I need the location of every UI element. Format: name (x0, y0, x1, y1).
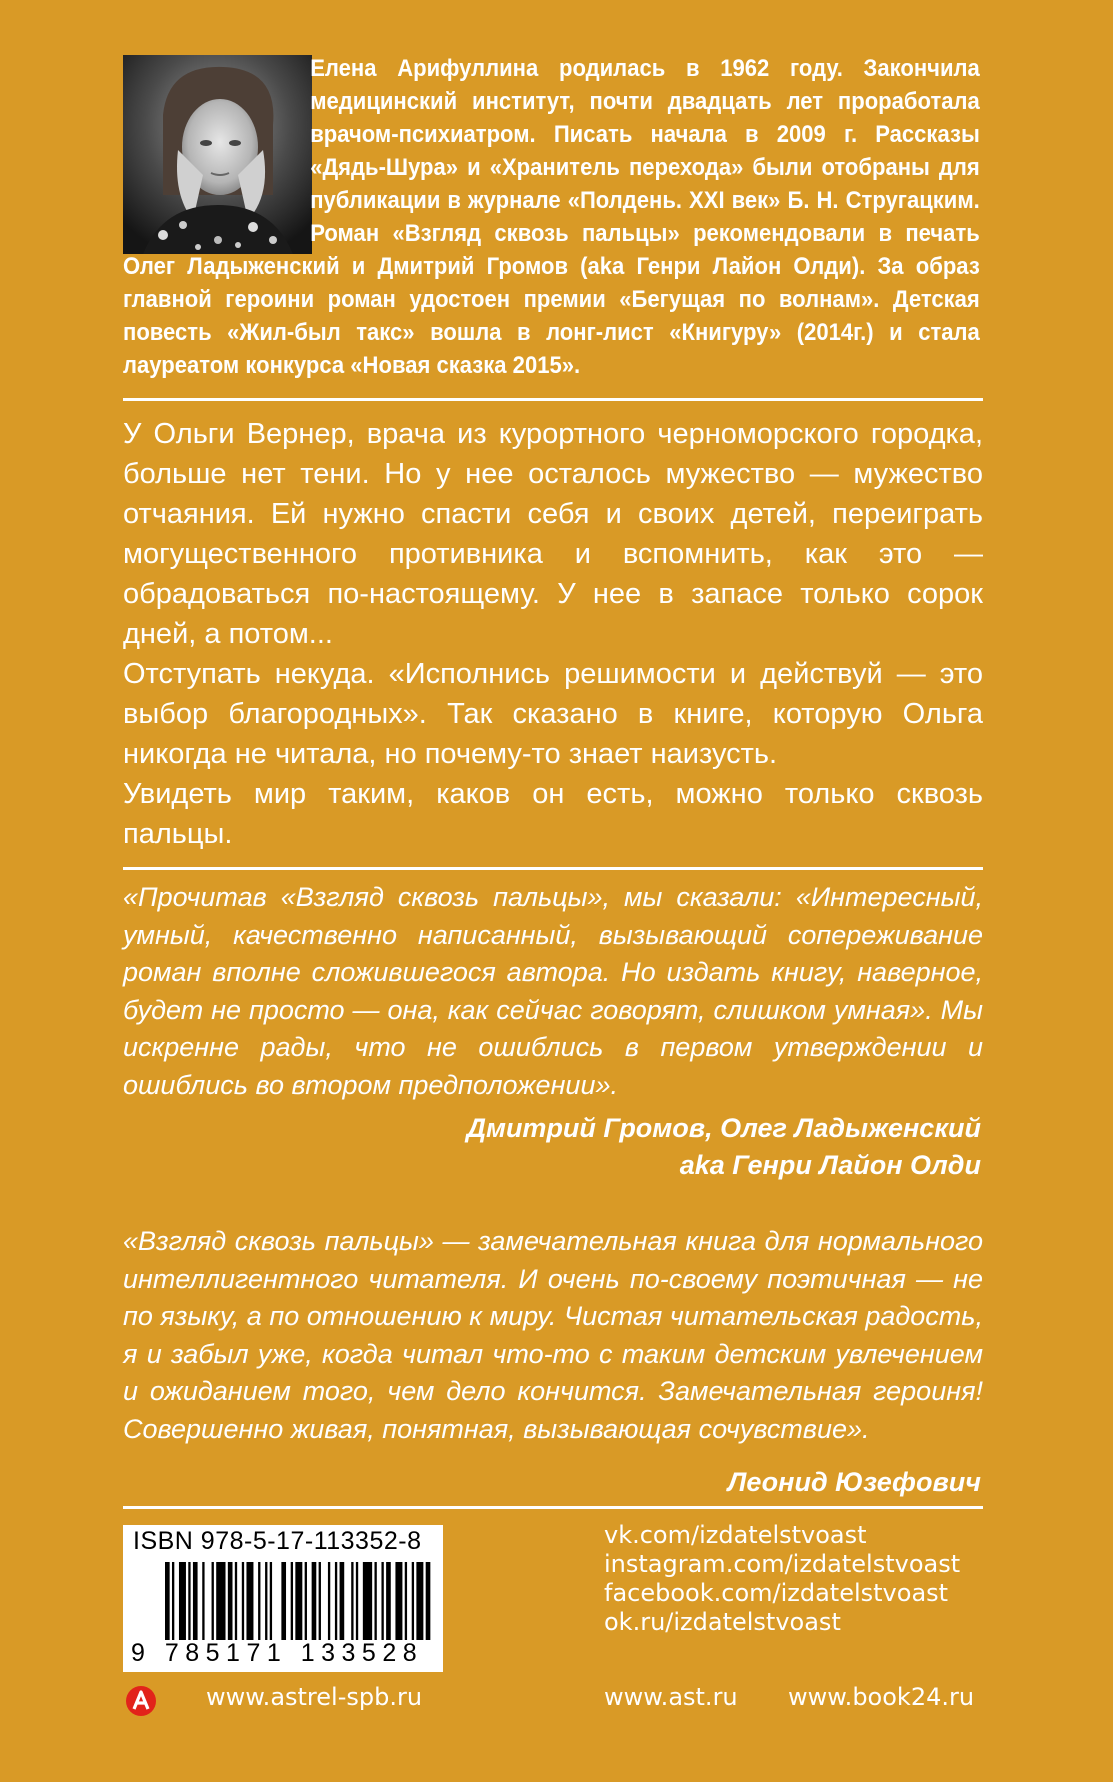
link-facebook[interactable]: facebook.com/izdatelstvoast (604, 1579, 949, 1607)
barcode-bar (212, 1562, 214, 1640)
divider-3 (123, 1506, 983, 1509)
barcode-bar (356, 1562, 358, 1640)
author-bio-text: Елена Арифуллина родилась в 1962 году. Закончила медицинский институт, почти двадцать лет проработала врачом-психиатром. Писать начала в 2009 г. Рассказы «Дядь-Шура» и «Хранитель перехода» были отобраны для публикации в журнале «Полдень. XXI век» Б. Н. Стругацким. Роман «Взгляд сквозь пальцы» рекомендовали в печать Олег Ладыженский и Дмитрий Громов (aka Генри Лайон Олди). За образ главной героини роман удостоен премии «Бегущая по волнам». Детская повесть «Жил-был такс» вошла в лонг-лист «Книгуру» (2014г.) и стала лауреатом конкурса «Новая сказка 2015». (123, 55, 980, 379)
divider-2 (123, 867, 983, 870)
link-instagram[interactable]: instagram.com/izdatelstvoast (604, 1550, 961, 1578)
barcode-bar (246, 1562, 253, 1640)
publisher-logo-icon (125, 1685, 157, 1717)
barcode-bar (172, 1562, 174, 1640)
barcode-bar (395, 1562, 402, 1640)
isbn-barcode-block (123, 1525, 443, 1672)
review-quote-2 (123, 1223, 983, 1448)
author-bio (123, 52, 980, 382)
review-2-text: «Взгляд сквозь пальцы» — замечательная книга для нормального интеллигентного читателя. И очень по-своему поэтичная — не по языку, а по отношению к миру. Чистая читательская радость, я и забыл уже, когда читал что-то с таким детским увлечением и ожиданием того, чем дело кончится. Замечательная героиня! Совершенно живая, понятная, вызывающая сочувствие». (123, 1226, 983, 1444)
barcode-bar (319, 1562, 321, 1640)
synopsis-paragraph: Увидеть мир таким, каков он есть, можно только сквозь пальцы. (123, 778, 983, 850)
review-1-signature-line1: Дмитрий Громов, Олег Ладыженский (466, 1113, 981, 1143)
barcode-bar (291, 1562, 293, 1640)
review-2-signature: Леонид Юзефович (727, 1467, 981, 1497)
barcode-bar (265, 1562, 267, 1640)
barcode-bar (405, 1562, 407, 1640)
link-ok[interactable]: ok.ru/izdatelstvoast (604, 1608, 841, 1636)
barcode-bar (340, 1562, 345, 1640)
barcode-bar (258, 1562, 260, 1640)
barcode-bar (381, 1562, 383, 1640)
barcode-bar (335, 1562, 337, 1640)
book-synopsis (123, 414, 983, 854)
barcode-bar (179, 1562, 186, 1640)
barcode-bar (312, 1562, 317, 1640)
barcode-bar (242, 1562, 244, 1640)
barcode-bar (426, 1562, 431, 1640)
barcode-bar (188, 1562, 190, 1640)
barcode-bar (165, 1562, 170, 1640)
barcode-bar (412, 1562, 414, 1640)
link-vk[interactable]: vk.com/izdatelstvoast (604, 1521, 867, 1549)
review-1-text: «Прочитав «Взгляд сквозь пальцы», мы сказали: «Интересный, умный, качественно написанный, вызывающий сопереживание роман вполне сложившегося автора. Но издать книгу, наверное, будет не просто — она, как сейчас говорят, слишком умная». Мы искренне рады, что не ошиблись в первом утверждении и ошиблись во втором предположении». (123, 882, 983, 1100)
barcode-bar (295, 1562, 302, 1640)
barcode-bar (216, 1562, 225, 1640)
footer-link-book24[interactable]: www.book24.ru (788, 1683, 975, 1711)
barcode-bar (386, 1562, 391, 1640)
barcode-bar (281, 1562, 286, 1640)
divider-1 (123, 398, 983, 401)
barcode-bar (351, 1562, 353, 1640)
review-1-signature-line2: aka Генри Лайон Олди (679, 1150, 981, 1180)
isbn-digits: 9 785171 133528 (131, 1639, 424, 1667)
footer-link-astrel[interactable]: www.astrel-spb.ru (206, 1683, 423, 1711)
barcode-bar (305, 1562, 307, 1640)
barcode-bar (228, 1562, 233, 1640)
isbn-label: ISBN 978-5-17-113352-8 (133, 1527, 422, 1555)
synopsis-paragraph: У Ольги Вернер, врача из курортного черноморского городка, больше нет тени. Но у нее осталось мужество — мужество отчаяния. Ей нужно спасти себя и своих детей, переиграть могущественного противника и вспомнить, как это — обрадоваться по-настоящему. У нее в запасе только сорок дней, а потом... (123, 418, 983, 650)
barcode-bar (363, 1562, 372, 1640)
barcode-bar (202, 1562, 204, 1640)
barcode-bar (270, 1562, 272, 1640)
barcode-bar (193, 1562, 198, 1640)
barcode-bar (416, 1562, 423, 1640)
barcode-bar (374, 1562, 376, 1640)
review-quote-1 (123, 879, 983, 1104)
social-links (604, 1521, 960, 1637)
synopsis-paragraph: Отступать некуда. «Исполнись решимости и действуй — это выбор благородных». Так сказано в книге, которую Ольга никогда не читала, но почему-то знает наизусть. (123, 658, 983, 770)
footer-link-ast[interactable]: www.ast.ru (604, 1683, 738, 1711)
barcode-bar (328, 1562, 330, 1640)
review-1-signature (466, 1110, 981, 1184)
barcode-bar (235, 1562, 237, 1640)
